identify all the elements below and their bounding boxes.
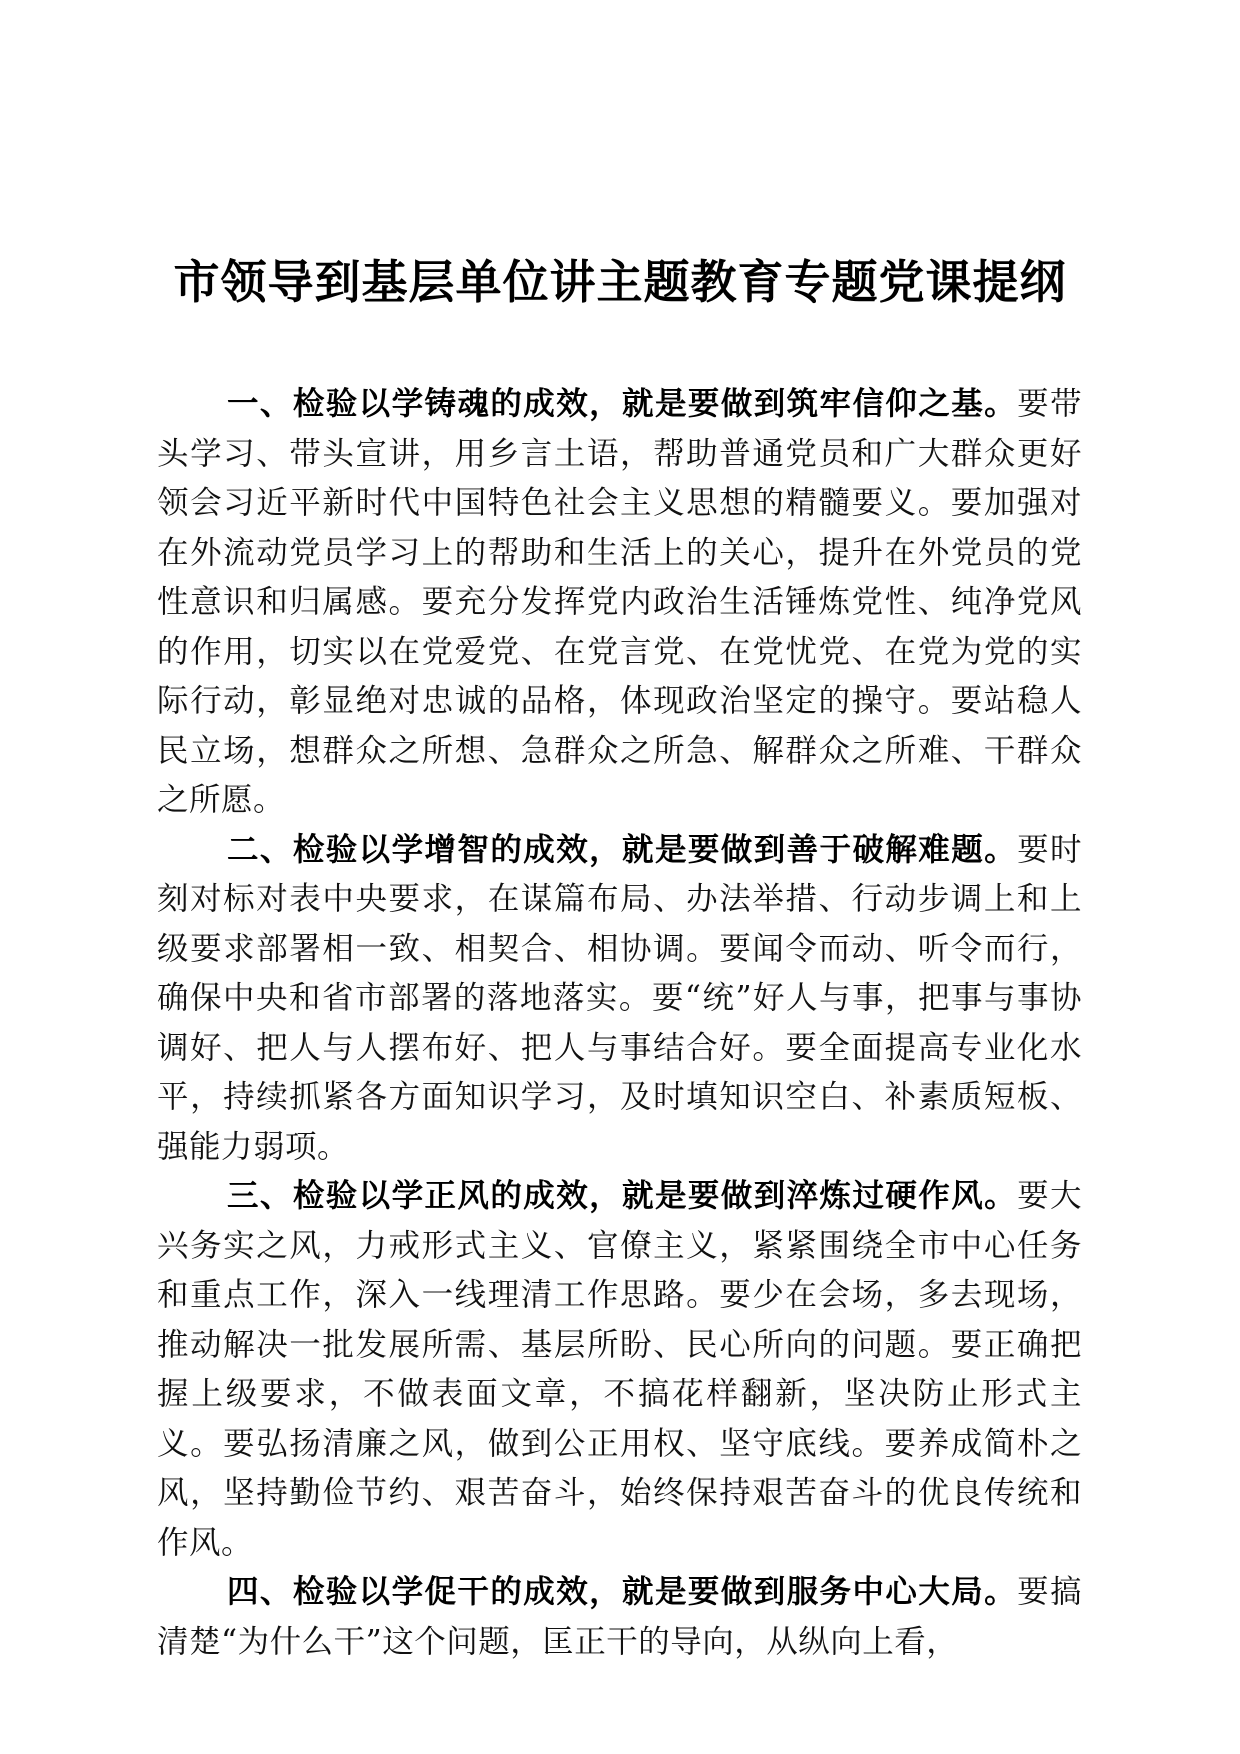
section-text: 要带头学习、带头宣讲，用乡言土语，帮助普通党员和广大群众更好领会习近平新时代中国特色社会主义思想的精髓要义。要加强对在外流动党员学习上的帮助和生活上的关心，提升在外党员的党性意识和归属感。要充分发挥党内政治生活锤炼党性、纯净党风的作用，切实以在党爱党、在党言党、在党忧党、在党为党的实际行动，彰显绝对忠诚的品格，体现政治坚定的操守。要站稳人民立场，想群众之所想、急群众之所急、解群众之所难、干群众之所愿。 <box>157 386 1082 818</box>
document-title: 市领导到基层单位讲主题教育专题党课提纲 <box>173 255 1067 309</box>
section-heading: 一、检验以学铸魂的成效，就是要做到筑牢信仰之基。 <box>227 386 1018 422</box>
section-text: 要搞清楚“为什么干”这个问题，匡正干的导向，从纵向上看， <box>157 1574 1082 1660</box>
document-body <box>157 380 1082 1667</box>
section-paragraph <box>157 826 1082 1173</box>
section-text: 要大兴务实之风，力戒形式主义、官僚主义，紧紧围绕全市中心任务和重点工作，深入一线理清工作思路。要少在会场，多去现场，推动解决一批发展所需、基层所盼、民心所向的问题。要正确把握上级要求，不做表面文章，不搞花样翻新，坚决防止形式主义。要弘扬清廉之风，做到公正用权、坚守底线。要养成简朴之风，坚持勤俭节约、艰苦奋斗，始终保持艰苦奋斗的优良传统和作风。 <box>157 1178 1082 1561</box>
section-heading: 二、检验以学增智的成效，就是要做到善于破解难题。 <box>227 831 1018 868</box>
section-heading: 三、检验以学正风的成效，就是要做到淬炼过硬作风。 <box>227 1178 1018 1214</box>
section-heading: 四、检验以学促干的成效，就是要做到服务中心大局。 <box>227 1574 1018 1610</box>
section-paragraph <box>157 1568 1082 1667</box>
section-text: 要时刻对标对表中央要求，在谋篇布局、办法举措、行动步调上和上级要求部署相一致、相契合、相协调。要闻令而动、听令而行，确保中央和省市部署的落地落实。要“统”好人与事，把事与事协调好、把人与人摆布好、把人与事结合好。要全面提高专业化水平，持续抓紧各方面知识学习，及时填知识空白、补素质短板、强能力弱项。 <box>157 831 1082 1165</box>
section-paragraph <box>157 1172 1082 1568</box>
section-paragraph <box>157 380 1082 826</box>
